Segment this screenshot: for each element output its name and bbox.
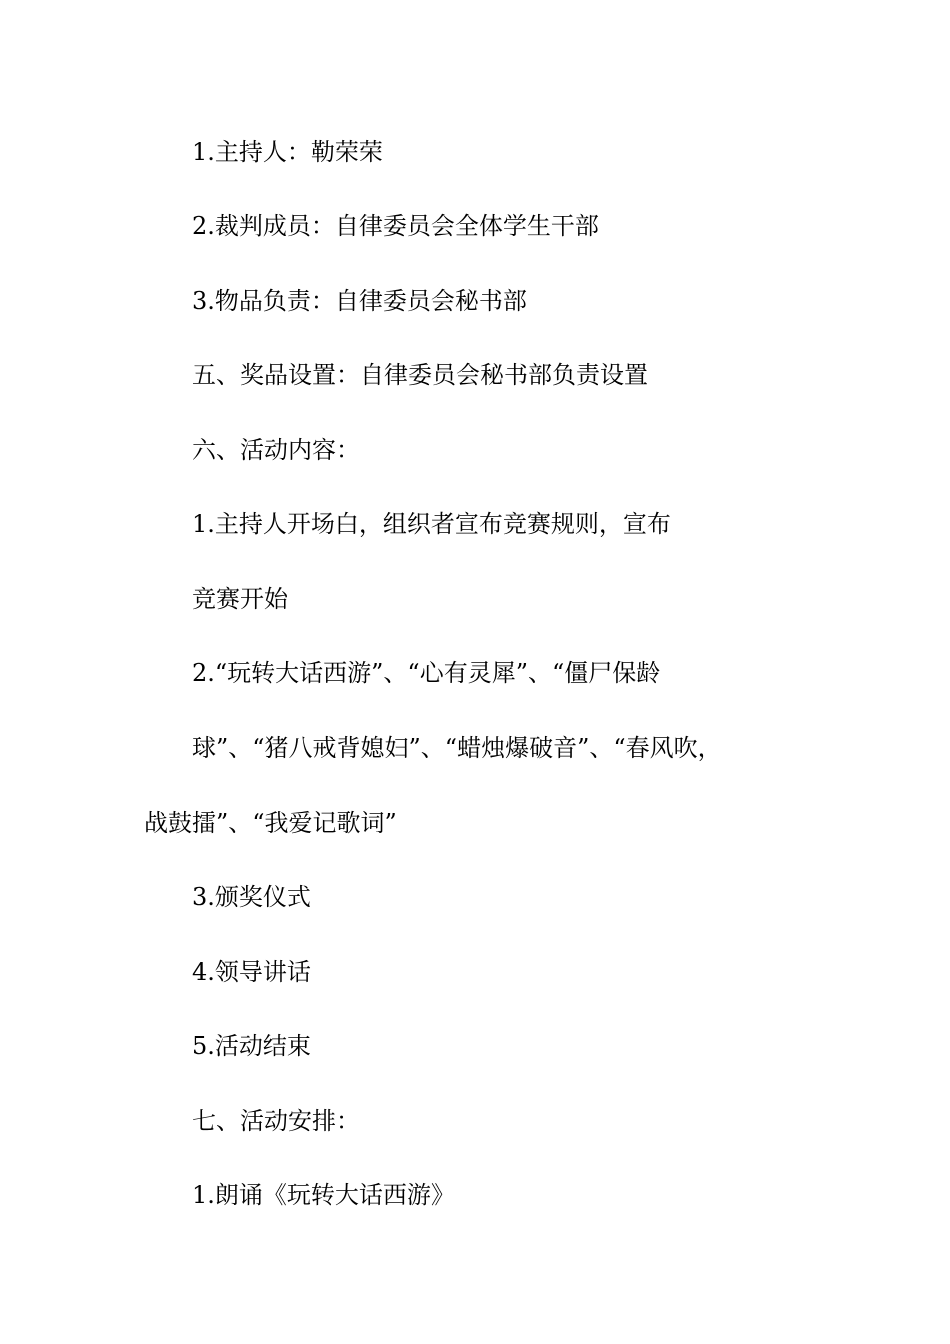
content-item-5: 5.活动结束: [192, 1032, 311, 1060]
content-item-1: 1.主持人开场白，组织者宣布竞赛规则，宣布: [192, 510, 671, 538]
content-item-3: 3.颁奖仪式: [192, 883, 311, 911]
referee-line: 2.裁判成员：自律委员会全体学生干部: [192, 212, 599, 240]
activity-arrangement-heading: 七、活动安排：: [192, 1107, 360, 1135]
prize-heading: 五、奖品设置：自律委员会秘书部负责设置: [192, 361, 648, 389]
host-line: 1.主持人：勒荣荣: [192, 138, 383, 166]
content-item-1-continued: 竞赛开始: [192, 585, 288, 613]
arrangement-item-1: 1.朗诵《玩转大话西游》: [192, 1181, 455, 1209]
content-item-2-continued: 球”、“猪八戒背媳妇”、“蜡烛爆破音”、“春风吹，: [192, 734, 722, 762]
supplies-line: 3.物品负责：自律委员会秘书部: [192, 287, 527, 315]
content-item-4: 4.领导讲话: [192, 958, 311, 986]
content-item-2: 2.“玩转大话西游”、“心有灵犀”、“僵尸保龄: [192, 659, 661, 687]
content-item-2-end: 战鼓擂”、“我爱记歌词”: [144, 809, 397, 837]
activity-content-heading: 六、活动内容：: [192, 436, 360, 464]
